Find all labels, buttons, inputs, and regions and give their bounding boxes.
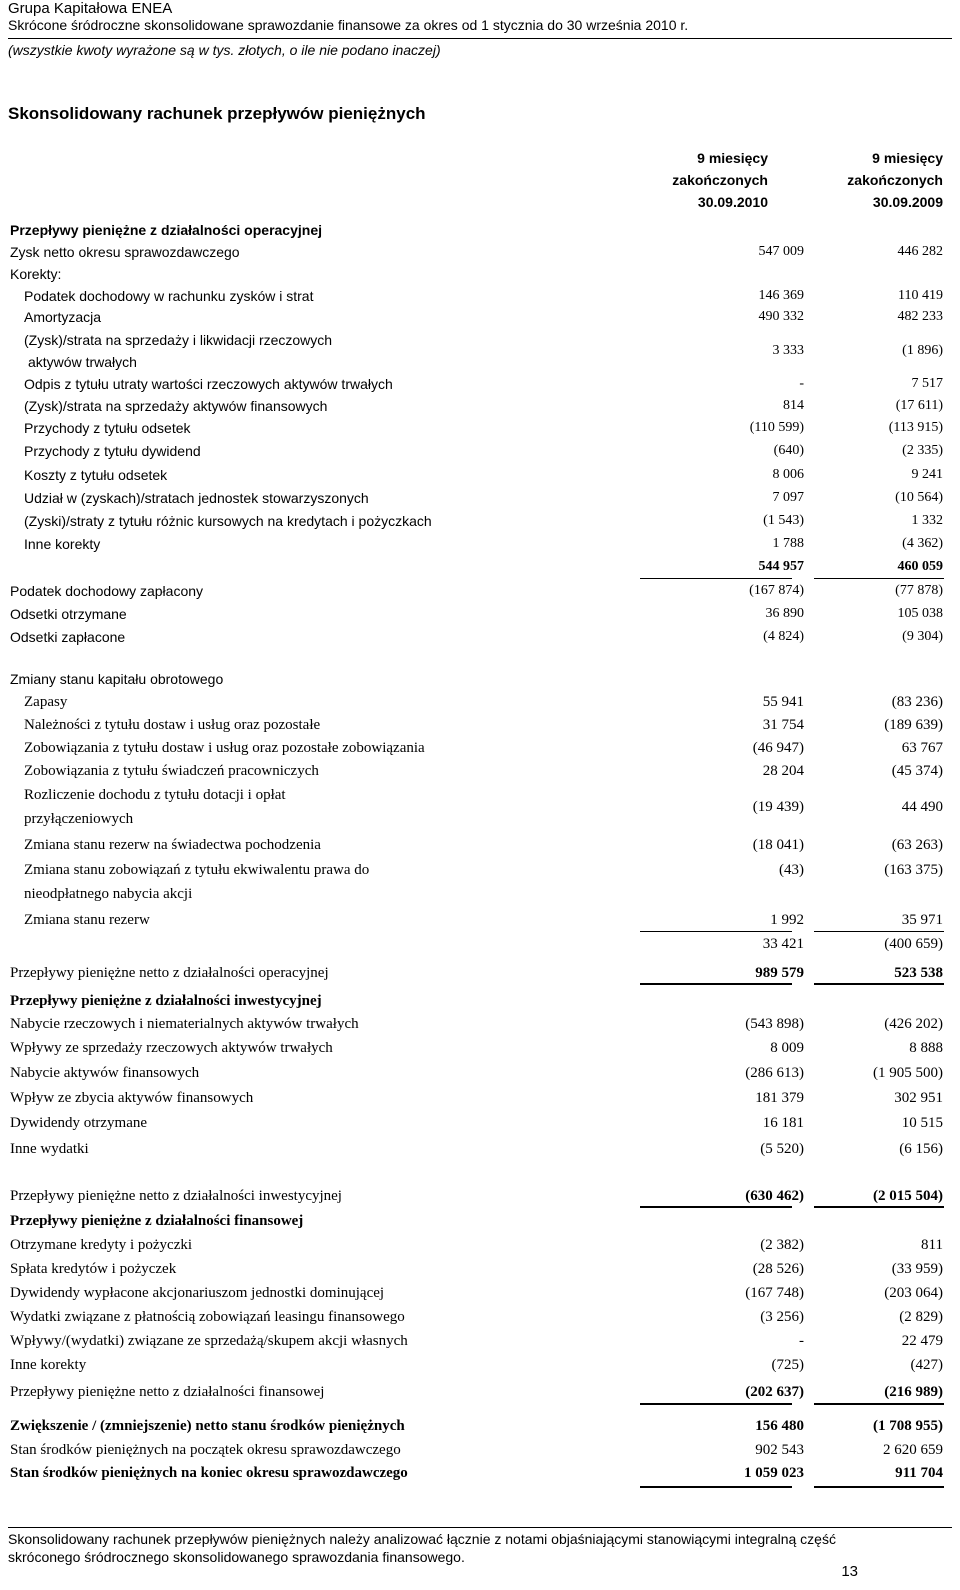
row-label: Wpływy ze sprzedaży rzeczowych aktywów trwałych	[10, 1040, 333, 1056]
value-2010: 146 369	[758, 288, 804, 303]
value-2009: 35 971	[901, 912, 943, 928]
page-number: 13	[841, 1563, 858, 1580]
value-2010: (2 382)	[760, 1237, 804, 1253]
table-row	[0, 1330, 960, 1352]
value-2010: 1 788	[772, 536, 804, 551]
column-header-line: zakończonych	[847, 172, 943, 188]
value-2009: 10 515	[901, 1115, 943, 1131]
value-2010: 16 181	[762, 1115, 804, 1131]
row-label: Odsetki zapłacone	[10, 629, 126, 645]
value-2009: (2 015 504)	[873, 1188, 943, 1204]
table-row	[0, 714, 960, 736]
row-label: Wpływy/(wydatki) związane ze sprzedażą/skupem akcji własnych	[10, 1333, 408, 1349]
value-2010: 544 957	[758, 559, 804, 574]
table-row	[0, 285, 960, 307]
row-label: Nabycie aktywów finansowych	[10, 1065, 200, 1081]
row-label: Inne korekty	[24, 536, 101, 552]
amounts-note: (wszystkie kwoty wyrażone są w tys. złotych, o ile nie podano inaczej)	[8, 42, 441, 58]
row-label: Zobowiązania z tytułu świadczeń pracowniczych	[24, 763, 319, 779]
value-2010: (725)	[771, 1357, 804, 1373]
value-2009: (4 362)	[902, 536, 943, 551]
row-label: (Zysk)/strata na sprzedaży i likwidacji rzeczowych	[24, 332, 333, 348]
column-header-line: 30.09.2009	[872, 194, 943, 210]
table-row	[0, 510, 960, 532]
subtotal-row	[0, 556, 960, 578]
value-2009: 811	[921, 1237, 943, 1253]
value-2010: (43)	[779, 862, 804, 878]
value-2010: 8 006	[772, 467, 804, 482]
total-rule	[640, 983, 792, 985]
value-2009: (1 708 955)	[873, 1418, 943, 1434]
row-label: Przepływy pieniężne netto z działalności finansowej	[10, 1384, 325, 1400]
row-label: Podatek dochodowy w rachunku zysków i strat	[24, 288, 314, 304]
value-2010: 8 009	[770, 1040, 804, 1056]
table-row	[0, 487, 960, 509]
row-label: Koszty z tytułu odsetek	[24, 467, 168, 483]
value-2009: 911 704	[895, 1465, 943, 1481]
row-label: Przepływy pieniężne z działalności inwestycyjnej	[10, 993, 322, 1009]
row-label: Przepływy pieniężne z działalności operacyjnej	[10, 222, 322, 238]
table-row	[0, 1354, 960, 1376]
table-row	[0, 691, 960, 713]
row-label: Nabycie rzeczowych i niematerialnych aktywów trwałych	[10, 1016, 359, 1032]
section-heading-investing	[0, 990, 960, 1012]
table-row	[0, 859, 960, 905]
value-2009: (33 959)	[891, 1261, 943, 1277]
table-row	[0, 580, 960, 602]
total-rule	[814, 983, 944, 985]
total-rule	[640, 1486, 792, 1488]
value-2010: (630 462)	[745, 1188, 804, 1204]
row-label: Amortyzacja	[24, 309, 102, 325]
value-2009: 523 538	[894, 965, 943, 981]
value-2010: 3 333	[772, 343, 804, 358]
row-label: (Zyski)/straty z tytułu różnic kursowych na kredytach i pożyczkach	[24, 513, 432, 529]
row-label: Przepływy pieniężne z działalności finansowej	[10, 1213, 304, 1229]
table-row	[0, 603, 960, 625]
table-row	[0, 241, 960, 263]
row-label: Zapasy	[24, 694, 68, 710]
column-header-line: 9 miesięcy	[872, 150, 943, 166]
value-2009: (203 064)	[884, 1285, 943, 1301]
row-label-continued: aktywów trwałych	[28, 354, 137, 370]
column-header-line: 9 miesięcy	[697, 150, 768, 166]
subtotal-row	[0, 933, 960, 955]
row-label: Zysk netto okresu sprawozdawczego	[10, 244, 240, 260]
row-label: Stan środków pieniężnych na koniec okresu sprawozdawczego	[10, 1465, 408, 1481]
value-2009: (2 829)	[899, 1309, 943, 1325]
row-label: (Zysk)/strata na sprzedaży aktywów finansowych	[24, 398, 328, 414]
row-label: Należności z tytułu dostaw i usług oraz pozostałe	[24, 717, 321, 733]
value-2009: (400 659)	[884, 936, 943, 952]
row-label: Zmiana stanu rezerw na świadectwa pochodzenia	[24, 837, 321, 853]
table-row	[0, 626, 960, 648]
table-row	[0, 373, 960, 395]
value-2009: (189 639)	[884, 717, 943, 733]
row-label: Wpływ ze zbycia aktywów finansowych	[10, 1090, 254, 1106]
value-2009: 44 490	[901, 799, 943, 815]
footer-divider	[8, 1527, 952, 1528]
table-row	[0, 737, 960, 759]
row-label: Podatek dochodowy zapłacony	[10, 583, 204, 599]
row-label: Zmiany stanu kapitału obrotowego	[10, 671, 224, 687]
table-row	[0, 760, 960, 782]
table-row	[0, 464, 960, 486]
column-header-line: 30.09.2010	[697, 194, 768, 210]
value-2009: 22 479	[901, 1333, 943, 1349]
value-2010: (3 256)	[760, 1309, 804, 1325]
footer-line: skróconego śródrocznego skonsolidowanego sprawozdania finansowego.	[8, 1549, 465, 1565]
total-row-operating	[0, 962, 960, 984]
table-row	[0, 533, 960, 555]
row-label: Inne korekty	[10, 1357, 87, 1373]
row-label-continued: nieodpłatnego nabycia akcji	[24, 886, 193, 902]
value-2009: 482 233	[897, 309, 943, 324]
row-label: Zmiana stanu rezerw	[24, 912, 150, 928]
table-row	[0, 1013, 960, 1035]
table-row	[0, 440, 960, 462]
table-row	[0, 417, 960, 439]
row-label: Spłata kredytów i pożyczek	[10, 1261, 177, 1277]
value-2010: (1 543)	[763, 513, 804, 528]
footer-line: Skonsolidowany rachunek przepływów pieniężnych należy analizować łącznie z notami objaśniającymi stanowiącymi integralną część	[8, 1531, 836, 1547]
value-2009: (1 905 500)	[873, 1065, 943, 1081]
row-label: Otrzymane kredyty i pożyczki	[10, 1237, 193, 1253]
value-2010: (4 824)	[763, 629, 804, 644]
value-2010: 490 332	[758, 309, 804, 324]
value-2010: (18 041)	[752, 837, 804, 853]
table-row	[0, 329, 960, 373]
value-2010: 814	[783, 398, 804, 413]
subtotal-rule	[814, 578, 944, 579]
value-2010: 36 890	[765, 606, 804, 621]
value-2010: 181 379	[755, 1090, 804, 1106]
row-label: Korekty:	[10, 266, 62, 282]
value-2009: 446 282	[897, 244, 943, 259]
value-2009: (83 236)	[891, 694, 943, 710]
table-row	[0, 1087, 960, 1109]
row-label: Przychody z tytułu odsetek	[24, 420, 191, 436]
value-2010: (167 874)	[749, 583, 804, 598]
value-2009: 7 517	[911, 376, 943, 391]
section-heading-operating	[0, 219, 960, 241]
row-label: Przepływy pieniężne netto z działalności operacyjnej	[10, 965, 329, 981]
value-2010: (46 947)	[752, 740, 804, 756]
value-2009: 9 241	[911, 467, 943, 482]
subtotal-rule	[814, 931, 944, 932]
footer-note	[8, 1530, 908, 1566]
total-row-investing	[0, 1185, 960, 1207]
row-label: Przepływy pieniężne netto z działalności inwestycyjnej	[10, 1188, 342, 1204]
value-2010: -	[799, 376, 804, 391]
column-header-line: zakończonych	[672, 172, 768, 188]
value-2009: (216 989)	[884, 1384, 943, 1400]
table-row	[0, 1138, 960, 1160]
row-label: Dywidendy otrzymane	[10, 1115, 148, 1131]
total-row-closing-cash	[0, 1462, 960, 1484]
table-row	[0, 1282, 960, 1304]
value-2010: (19 439)	[752, 799, 804, 815]
table-row	[0, 1306, 960, 1328]
value-2010: -	[799, 1333, 804, 1349]
value-2009: (77 878)	[895, 583, 943, 598]
value-2010: 1 992	[770, 912, 804, 928]
row-label: Przychody z tytułu dywidend	[24, 443, 201, 459]
report-subtitle: Skrócone śródroczne skonsolidowane sprawozdanie finansowe za okres od 1 stycznia do 30 września 2010 r.	[8, 17, 689, 33]
value-2009: (6 156)	[899, 1141, 943, 1157]
row-label: Odsetki otrzymane	[10, 606, 127, 622]
value-2010: 33 421	[762, 936, 804, 952]
value-2010: (640)	[773, 443, 804, 458]
table-row	[0, 1062, 960, 1084]
row-label: Zmiana stanu zobowiązań z tytułu ekwiwalentu prawa do	[24, 862, 370, 878]
row-label: Inne wydatki	[10, 1141, 89, 1157]
value-2009: (2 335)	[902, 443, 943, 458]
row-label: Wydatki związane z płatnością zobowiązań leasingu finansowego	[10, 1309, 405, 1325]
value-2009: (45 374)	[891, 763, 943, 779]
value-2009: 8 888	[909, 1040, 943, 1056]
value-2009: 2 620 659	[883, 1442, 943, 1458]
value-2010: 902 543	[755, 1442, 804, 1458]
value-2010: (28 526)	[752, 1261, 804, 1277]
value-2010: 989 579	[755, 965, 804, 981]
total-rule	[640, 1206, 792, 1208]
value-2009: (17 611)	[895, 398, 943, 413]
value-2010: 31 754	[762, 717, 804, 733]
row-label-continued: przyłączeniowych	[24, 811, 134, 827]
section-heading-working-capital	[0, 668, 960, 690]
value-2010: 28 204	[762, 763, 804, 779]
total-row-net-change	[0, 1415, 960, 1437]
value-2010: (286 613)	[745, 1065, 804, 1081]
value-2010: (543 898)	[745, 1016, 804, 1032]
value-2010: 55 941	[762, 694, 804, 710]
row-label: Zwiększenie / (zmniejszenie) netto stanu środków pieniężnych	[10, 1418, 405, 1434]
value-2009: 63 767	[901, 740, 943, 756]
value-2009: (9 304)	[902, 629, 943, 644]
value-2009: 110 419	[898, 288, 943, 303]
value-2009: (163 375)	[884, 862, 943, 878]
value-2010: (167 748)	[745, 1285, 804, 1301]
value-2009: 460 059	[897, 559, 943, 574]
value-2009: (426 202)	[884, 1016, 943, 1032]
table-row	[0, 263, 960, 285]
row-label: Odpis z tytułu utraty wartości rzeczowych aktywów trwałych	[24, 376, 393, 392]
table-row	[0, 909, 960, 931]
row-label: Stan środków pieniężnych na początek okresu sprawozdawczego	[10, 1442, 401, 1458]
value-2009: (113 915)	[888, 420, 943, 435]
value-2009: (1 896)	[902, 343, 943, 358]
total-rule	[814, 1403, 944, 1405]
table-row	[0, 834, 960, 856]
value-2010: 156 480	[755, 1418, 804, 1434]
value-2010: 7 097	[772, 490, 804, 505]
table-row	[0, 1037, 960, 1059]
total-row-financing	[0, 1381, 960, 1403]
section-heading-financing	[0, 1210, 960, 1232]
value-2009: 302 951	[894, 1090, 943, 1106]
statement-title: Skonsolidowany rachunek przepływów pieniężnych	[8, 104, 426, 123]
value-2010: 1 059 023	[744, 1465, 804, 1481]
row-label: Dywidendy wypłacone akcjonariuszom jednostki dominującej	[10, 1285, 385, 1301]
table-row	[0, 306, 960, 328]
total-rule	[814, 1486, 944, 1488]
total-rule	[640, 1403, 792, 1405]
subtotal-rule	[640, 578, 792, 579]
value-2010: (110 599)	[749, 420, 804, 435]
value-2009: (10 564)	[895, 490, 943, 505]
company-name: Grupa Kapitałowa ENEA	[8, 0, 173, 17]
table-row	[0, 1234, 960, 1256]
table-row	[0, 1112, 960, 1134]
value-2009: 105 038	[897, 606, 943, 621]
value-2009: 1 332	[911, 513, 943, 528]
row-label: Rozliczenie dochodu z tytułu dotacji i opłat	[24, 787, 286, 803]
table-row	[0, 1258, 960, 1280]
table-row	[0, 784, 960, 830]
table-row	[0, 1439, 960, 1461]
value-2010: (202 637)	[745, 1384, 804, 1400]
row-label: Udział w (zyskach)/stratach jednostek stowarzyszonych	[24, 490, 369, 506]
value-2009: (427)	[910, 1357, 943, 1373]
table-row	[0, 395, 960, 417]
subtotal-rule	[640, 931, 792, 932]
value-2010: 547 009	[758, 244, 804, 259]
total-rule	[814, 1206, 944, 1208]
value-2010: (5 520)	[760, 1141, 804, 1157]
row-label: Zobowiązania z tytułu dostaw i usług oraz pozostałe zobowiązania	[24, 740, 425, 756]
value-2009: (63 263)	[891, 837, 943, 853]
